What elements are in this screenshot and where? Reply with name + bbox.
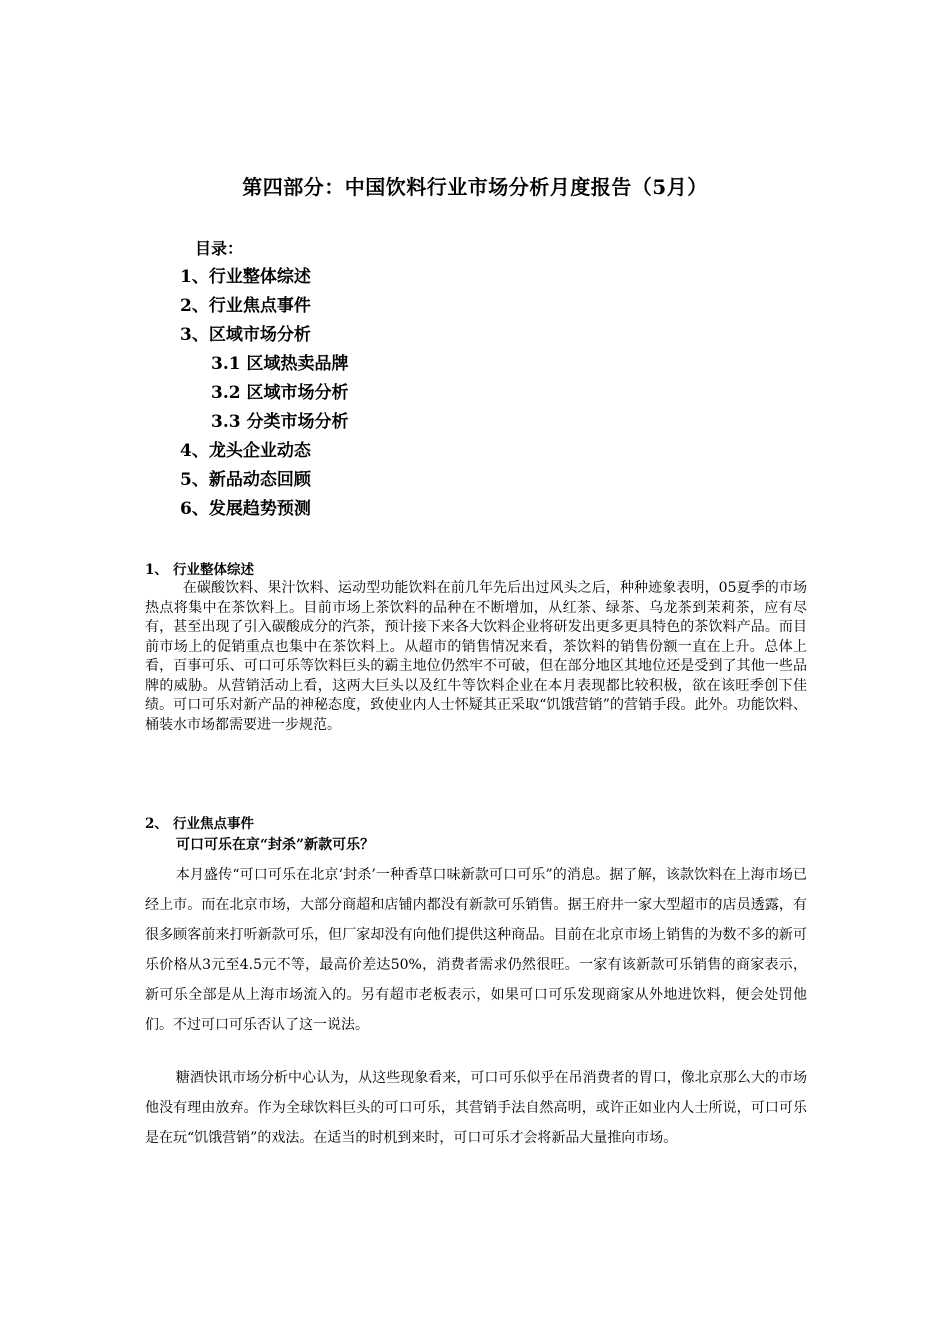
section-number: 2、 <box>145 816 168 832</box>
table-of-contents <box>180 263 349 524</box>
section-number: 1、 <box>145 562 168 578</box>
section-1-heading <box>145 558 254 578</box>
toc-heading: 目录： <box>195 239 244 258</box>
document-title: 第四部分：中国饮料行业市场分析月度报告（5月） <box>242 175 708 199</box>
toc-item: 1、行业整体综述 <box>180 267 311 287</box>
toc-subitem: 3.2 区域市场分析 <box>211 383 349 403</box>
toc-subitem: 3.1 区域热卖品牌 <box>211 354 349 374</box>
section-1-body: 在碳酸饮料、果汁饮料、运动型功能饮料在前几年先后出过风头之后，种种迹象表明，05夏季的市场热点将集中在茶饮料上。目前市场上茶饮料的品种在不断增加，从红茶、绿茶、乌龙茶到茉莉茶，应有尽有，甚至出现了引入碳酸成分的汽茶，预计接下来各大饮料企业将研发出更多更具特色的茶饮料产品。而目前市场上的促销重点也集中在茶饮料上。从超市的销售情况来看，茶饮料的销售份额一直在上升。总体上看，百事可乐、可口可乐等饮料巨头的霸主地位仍然牢不可破，但在部分地区其地位还是受到了其他一些品牌的威胁。从营销活动上看，这两大巨头以及红牛等饮料企业在本月表现都比较积极，欲在该旺季创下佳绩。可口可乐对新产品的神秘态度，致使业内人士怀疑其正采取“饥饿营销”的营销手段。此外。功能饮料、桶装水市场都需要进一步规范。 <box>145 580 807 733</box>
section-2-paragraph-2: 糖酒快讯市场分析中心认为，从这些现象看来，可口可乐似乎在吊消费者的胃口，像北京那么大的市场他没有理由放弃。作为全球饮料巨头的可口可乐，其营销手法自然高明，或许正如业内人士所说，可口可乐是在玩“饥饿营销”的戏法。在适当的时机到来时，可口可乐才会将新品大量推向市场。 <box>145 1070 807 1146</box>
section-2-subtitle: 可口可乐在京“封杀”新款可乐？ <box>176 837 375 853</box>
section-title: 行业整体综述 <box>173 562 254 578</box>
section-title: 行业焦点事件 <box>173 816 254 832</box>
section-2-heading <box>145 812 254 832</box>
toc-item: 5、新品动态回顾 <box>180 470 311 490</box>
toc-subitem: 3.3 分类市场分析 <box>211 412 349 432</box>
toc-item: 6、发展趋势预测 <box>180 499 311 519</box>
toc-item: 4、龙头企业动态 <box>180 441 311 461</box>
section-2-paragraph-1: 本月盛传“可口可乐在北京‘封杀’一种香草口味新款可口可乐”的消息。据了解，该款饮料在上海市场已经上市。而在北京市场，大部分商超和店铺内都没有新款可乐销售。据王府井一家大型超市的店员透露，有很多顾客前来打听新款可乐，但厂家却没有向他们提供这种商品。目前在北京市场上销售的为数不多的新可乐价格从3元至4.5元不等，最高价差达50%，消费者需求仍然很旺。一家有该新款可乐销售的商家表示，新可乐全部是从上海市场流入的。另有超市老板表示，如果可口可乐发现商家从外地进饮料，便会处罚他们。不过可口可乐否认了这一说法。 <box>145 867 807 1033</box>
toc-item: 2、行业焦点事件 <box>180 296 311 316</box>
toc-item: 3、区域市场分析 <box>180 325 311 345</box>
